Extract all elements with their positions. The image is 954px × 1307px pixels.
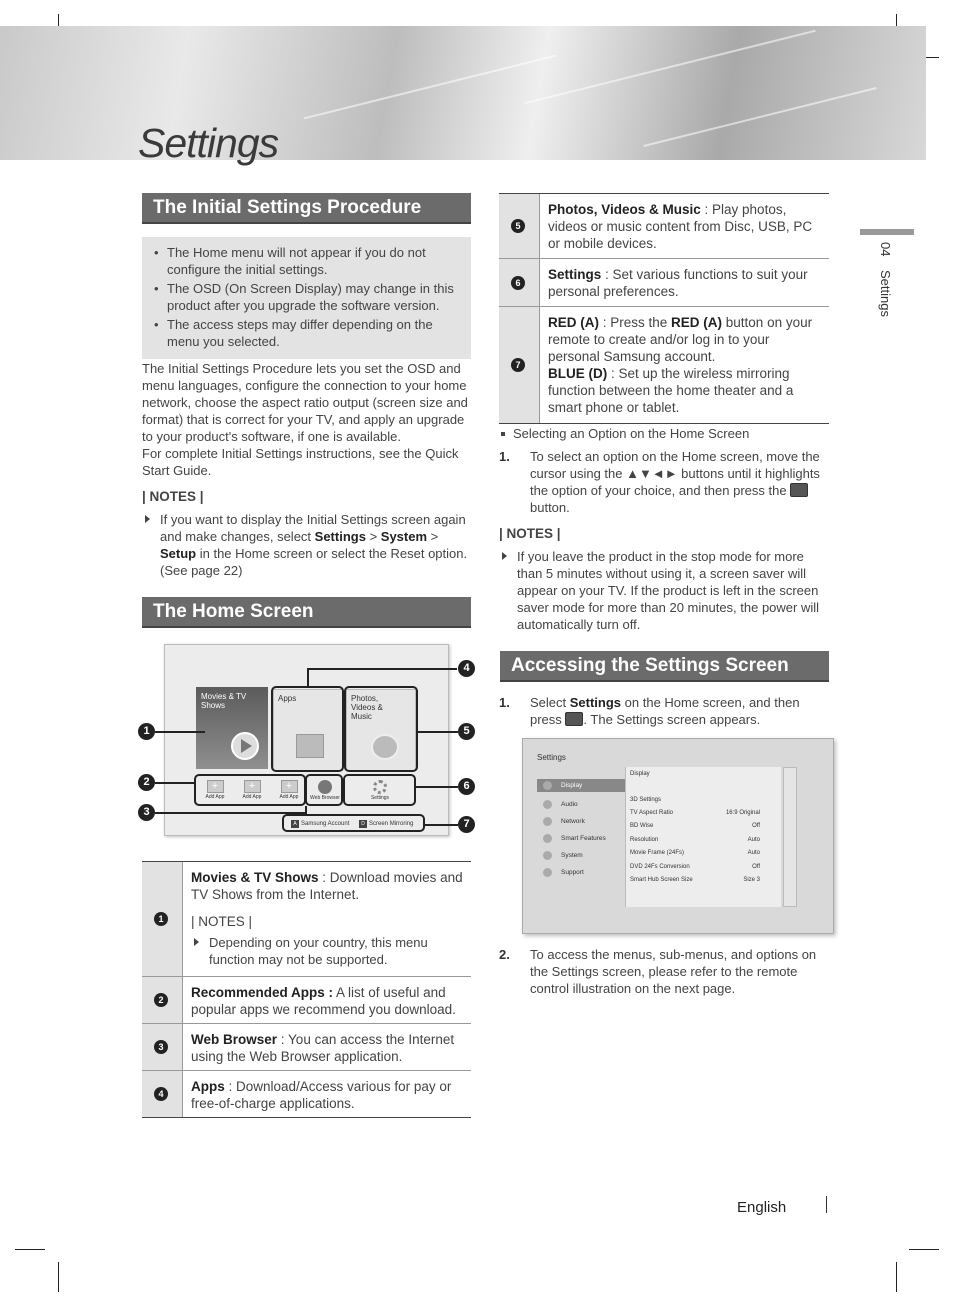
section-heading-accessing-settings: Accessing the Settings Screen bbox=[500, 651, 829, 682]
system-icon bbox=[543, 851, 552, 860]
page-title: Settings bbox=[138, 120, 279, 166]
leader-line bbox=[305, 806, 307, 814]
enter-button-icon bbox=[565, 712, 583, 726]
support-icon bbox=[543, 868, 552, 877]
setting-row[interactable]: 3D Settings bbox=[630, 797, 662, 803]
selecting-step-1: 1. To select an option on the Home screen, move the cursor using the ▲▼◄► buttons until it highlights the option of your choice, and then press the button. bbox=[499, 449, 820, 515]
color-button-hints: A Samsung Account D Screen Mirroring bbox=[287, 818, 427, 831]
footer-language: English bbox=[737, 1199, 787, 1216]
highlight-apps bbox=[271, 686, 344, 772]
callout-6: 6 bbox=[458, 778, 475, 795]
side-tab-marker bbox=[860, 229, 914, 235]
home-screen-table-left bbox=[142, 861, 471, 1118]
settings-screen-illustration bbox=[522, 738, 834, 934]
list-item: • The Home menu will not appear if you do not configure the initial settings. bbox=[154, 244, 461, 278]
highlight-settings bbox=[343, 774, 416, 806]
chapter-label: Settings bbox=[878, 270, 893, 318]
leader-line bbox=[155, 782, 195, 784]
selecting-heading: Selecting an Option on the Home Screen bbox=[499, 425, 829, 442]
menu-item-smart-features[interactable]: Smart Features bbox=[537, 830, 625, 847]
table-row: 3 Web Browser : You can access the Internet using the Web Browser application. bbox=[142, 1023, 471, 1070]
blue-key-badge: D bbox=[359, 820, 367, 828]
movies-tv-tile: Movies & TV Shows bbox=[196, 687, 268, 769]
speaker-icon bbox=[543, 800, 552, 809]
panel-heading: Display bbox=[630, 771, 650, 777]
enter-button-icon bbox=[790, 483, 808, 497]
table-note: Depending on your country, this menu function may not be supported. bbox=[191, 934, 465, 968]
scrollbar[interactable] bbox=[783, 767, 797, 907]
notes-label: | NOTES | bbox=[142, 489, 204, 504]
menu-item-system[interactable]: System bbox=[537, 847, 625, 864]
arrow-bullet-icon bbox=[194, 938, 199, 946]
add-app-button[interactable]: + Add App bbox=[279, 780, 299, 800]
menu-item-audio[interactable]: Audio bbox=[537, 796, 625, 813]
section-heading-initial-settings: The Initial Settings Procedure bbox=[142, 193, 471, 224]
smart-features-icon bbox=[543, 834, 552, 843]
arrow-bullet-icon bbox=[145, 515, 150, 523]
table-row: 4 Apps : Download/Access various for pay or free-of-charge applications. bbox=[142, 1070, 471, 1117]
highlight-web-browser bbox=[305, 774, 343, 806]
initial-settings-body bbox=[142, 360, 472, 479]
settings-menu bbox=[537, 779, 625, 881]
apps-tile: Apps bbox=[273, 689, 343, 771]
paragraph: For complete Initial Settings instructions, see the Quick Start Guide. bbox=[142, 446, 459, 478]
paragraph: The Initial Settings Procedure lets you set the OSD and menu languages, configure the connection to your home network, choose the aspect ratio output (screen size and format) that is correct for your TV, and apply an upgrade to your product's software, if one is available. bbox=[142, 361, 468, 444]
leader-line bbox=[307, 668, 309, 687]
setting-row[interactable]: Movie Frame (24Fs) Auto bbox=[630, 850, 760, 856]
play-icon bbox=[230, 731, 260, 761]
crop-mark bbox=[909, 1249, 939, 1250]
settings-screen-title: Settings bbox=[537, 753, 566, 762]
callout-4: 4 bbox=[458, 660, 475, 677]
setting-row[interactable]: Smart Hub Screen Size Size 3 bbox=[630, 877, 760, 883]
highlight-photos bbox=[344, 686, 418, 772]
add-app-button[interactable]: + Add App bbox=[242, 780, 262, 800]
callout-4: 4 bbox=[154, 1087, 168, 1101]
callout-1: 1 bbox=[154, 912, 168, 926]
table-row: 6 Settings : Set various functions to suit your personal preferences. bbox=[499, 258, 829, 306]
screen-saver-note: If you leave the product in the stop mode for more than 5 minutes without using it, a screen saver will appear on your TV. If the product is left in the screen saver mode for more than 20 minutes, the power will automatically turn off. bbox=[499, 548, 829, 633]
callout-7: 7 bbox=[511, 358, 525, 372]
callout-3: 3 bbox=[138, 804, 155, 821]
callout-2: 2 bbox=[154, 993, 168, 1007]
leader-line bbox=[155, 812, 305, 814]
table-row: 2 Recommended Apps : A list of useful and popular apps we recommend you download. bbox=[142, 976, 471, 1023]
callout-2: 2 bbox=[138, 774, 155, 791]
highlight-recommended-apps bbox=[194, 774, 306, 806]
section-heading-home-screen: The Home Screen bbox=[142, 597, 471, 628]
crop-mark bbox=[58, 1262, 59, 1292]
accessing-step-1: 1. Select Settings on the Home screen, and then press . The Settings screen appears. bbox=[499, 695, 800, 727]
callout-1: 1 bbox=[138, 723, 155, 740]
list-item: • The OSD (On Screen Display) may change in this product after you upgrade the software version. bbox=[154, 280, 461, 314]
photos-videos-music-tile: Photos, Videos & Music bbox=[346, 689, 416, 771]
chapter-number: 04 bbox=[878, 242, 893, 257]
square-bullet-icon bbox=[501, 432, 505, 436]
footer-divider bbox=[826, 1196, 827, 1213]
setting-row[interactable]: BD Wise Off bbox=[630, 823, 760, 829]
display-submenu-panel bbox=[625, 767, 781, 907]
home-screen-table-right bbox=[499, 193, 829, 424]
table-row: 5 Photos, Videos & Music : Play photos, videos or music content from Disc, USB, PC or mobile devices. bbox=[499, 194, 829, 258]
highlight-color-keys bbox=[282, 814, 425, 832]
red-key-badge: A bbox=[291, 820, 299, 828]
leader-line bbox=[418, 731, 458, 733]
accessing-step-2: 2. To access the menus, sub-menus, and options on the Settings screen, please refer to the remote control illustration on the next page. bbox=[499, 947, 817, 996]
menu-item-network[interactable]: Network bbox=[537, 813, 625, 830]
crop-mark bbox=[15, 1249, 45, 1250]
setting-row[interactable]: TV Aspect Ratio 16:9 Original bbox=[630, 810, 760, 816]
leader-line bbox=[307, 668, 457, 670]
list-item: • The access steps may differ depending on the menu you selected. bbox=[154, 316, 461, 350]
settings-button[interactable]: Settings bbox=[363, 778, 397, 806]
add-app-button[interactable]: + Add App bbox=[205, 780, 225, 800]
callout-5: 5 bbox=[511, 219, 525, 233]
arrow-bullet-icon bbox=[502, 552, 507, 560]
crop-mark bbox=[896, 1262, 897, 1292]
notes-label: | NOTES | bbox=[191, 914, 253, 929]
menu-item-display[interactable]: Display bbox=[537, 779, 625, 792]
callout-7: 7 bbox=[458, 816, 475, 833]
leader-line bbox=[425, 824, 458, 826]
network-icon bbox=[543, 817, 552, 826]
callout-3: 3 bbox=[154, 1040, 168, 1054]
side-tab bbox=[878, 242, 893, 331]
table-row: 1 Movies & TV Shows : Download movies and TV Shows from the Internet. | NOTES | Depending on your country, this menu function may not be supported. bbox=[142, 862, 471, 976]
initial-settings-notes-box bbox=[142, 237, 471, 359]
initial-settings-note: If you want to display the Initial Settings screen again and make changes, select Settings > System > Setup in the Home screen or select the Reset option. (See page 22) bbox=[142, 511, 472, 579]
notes-label: | NOTES | bbox=[499, 526, 561, 541]
display-icon bbox=[543, 781, 552, 790]
callout-6: 6 bbox=[511, 276, 525, 290]
web-browser-button[interactable]: Web Browser bbox=[308, 778, 342, 806]
setting-row[interactable]: DVD 24Fs Conversion Off bbox=[630, 864, 760, 870]
callout-5: 5 bbox=[458, 723, 475, 740]
table-row: 7 RED (A) : Press the RED (A) button on your remote to create and/or log in to your personal Samsung account. BLUE (D) : Set up the wireless mirroring function between the home theater and a smart phone or tablet. bbox=[499, 306, 829, 423]
leader-line bbox=[416, 786, 458, 788]
setting-row[interactable]: Resolution Auto bbox=[630, 837, 760, 843]
leader-line bbox=[155, 731, 205, 733]
menu-item-support[interactable]: Support bbox=[537, 864, 625, 881]
